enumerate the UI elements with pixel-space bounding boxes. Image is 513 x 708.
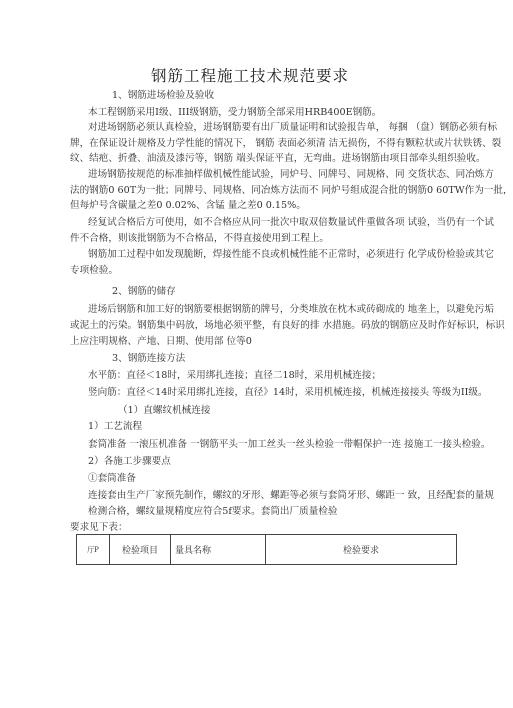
paragraph-line: 法的钢筋0 60T为一批；同牌号、同规格、同冶炼方法而不 同炉号组成混合批的钢筋0 60TW作为一批， bbox=[70, 185, 513, 196]
paragraph-line: 对进场钢筋必须认真检验，进场钢筋要有出厂质量证明和试验报告单， 每捆 （盘）钢筋必须有标 bbox=[88, 122, 498, 133]
table-header-requirement: 检验要求 bbox=[266, 535, 457, 565]
step-heading: 2）各施工步骤要点 bbox=[88, 456, 171, 467]
paragraph-line: 专项检验。 bbox=[70, 265, 118, 276]
paragraph-line: 检测合格，螺纹量规精度应符合5f要求。套筒出厂质量检验 bbox=[88, 506, 338, 517]
paragraph-line: 纹、结疤、折叠、油渍及漆污等，钢筋 端头保证平直，无弯曲。进场钢筋由项目部牵头组织验收。 bbox=[70, 153, 486, 164]
subsection-heading: （1）直螺纹机械连接 bbox=[118, 405, 211, 416]
paragraph-line: 进场钢筋按规范的标准抽样做机械性能试验，同炉号、同牌号、同规格、同 交货状态、同冶炼方 bbox=[88, 169, 494, 180]
section-heading-2: 2、钢筋的储存 bbox=[112, 286, 176, 297]
section-heading-3: 3、钢筋连接方法 bbox=[112, 353, 186, 364]
table-header-gauge: 量具名称 bbox=[171, 535, 266, 565]
paragraph-line: 件不合格，则该批钢筋为不合格品，不得直接使用到工程上。 bbox=[70, 233, 330, 244]
paragraph-line: 套筒准备 一滚压机准备 一钢筋平头一加工丝头一丝头检验一带帽保护一连 接施工一接头检验。 bbox=[88, 439, 491, 450]
paragraph-line: 经复试合格后方可使用，如不合格应从同一批次中取双倍数量试件重做各项 试验，当仍有一个试 bbox=[88, 217, 494, 228]
step-heading: 1）工艺流程 bbox=[88, 421, 143, 432]
paragraph-line: 钢筋加工过程中如发现脆断，焊接性能不良或机械性能不正常时，必须进行 化学成份检验或其它 bbox=[88, 249, 494, 260]
step-heading: ①套筒准备 bbox=[88, 473, 136, 484]
paragraph-line: 本工程钢筋采用Ⅰ级、ⅠⅠⅠ级钢筋，受力钢筋全部采用HRB400E钢筋。 bbox=[88, 107, 382, 118]
section-heading-1: 1、钢筋进场检验及验收 bbox=[112, 90, 215, 101]
paragraph-line: 进场后钢筋和加工好的钢筋要根据钢筋的牌号，分类堆放在枕木或砖砌成的 地垄上，以避免污垢 bbox=[88, 304, 494, 315]
paragraph-line: 或泥土的污染。钢筋集中码放，场地必须平整，有良好的排 水措施。码放的钢筋应及时作好标识，标识 bbox=[70, 320, 505, 331]
paragraph-line: 水平筋：直径＜18时，采用绑扎连接；直径二18时，采用机械连接； bbox=[88, 370, 382, 381]
document-title: 钢筋工程施工技术规范要求 bbox=[150, 67, 349, 85]
table-header-item: 检验项目 bbox=[110, 535, 171, 565]
inspection-table bbox=[76, 534, 457, 565]
paragraph-line: 要求见下表： bbox=[70, 522, 128, 533]
paragraph-line: 但每炉号含碳量之差0 0.02%、含锰 量之差0 0.15%。 bbox=[70, 200, 306, 211]
table-header-row bbox=[77, 535, 457, 565]
paragraph-line: 牌，在保证设计规格及力学性能的情况下， 钢筋 表面必须清 洁无损伤，不得有颗粒状或片状铁锈、裂 bbox=[70, 138, 502, 149]
paragraph-line: 竖向筋：直径＜14时采用绑扎连接，直径》14时，采用机械连接，机械连接接头 等级为ΙΙ级。 bbox=[88, 387, 488, 398]
table-header-index: 厅P bbox=[77, 535, 110, 565]
paragraph-line: 连接套由生产厂家预先制作，螺纹的牙形、螺距等必须与套筒牙形、螺距一 致，且经配套的量规 bbox=[88, 490, 494, 501]
paragraph-line: 上应注明规格、产地、日期、使用部 位等0 bbox=[70, 336, 252, 347]
